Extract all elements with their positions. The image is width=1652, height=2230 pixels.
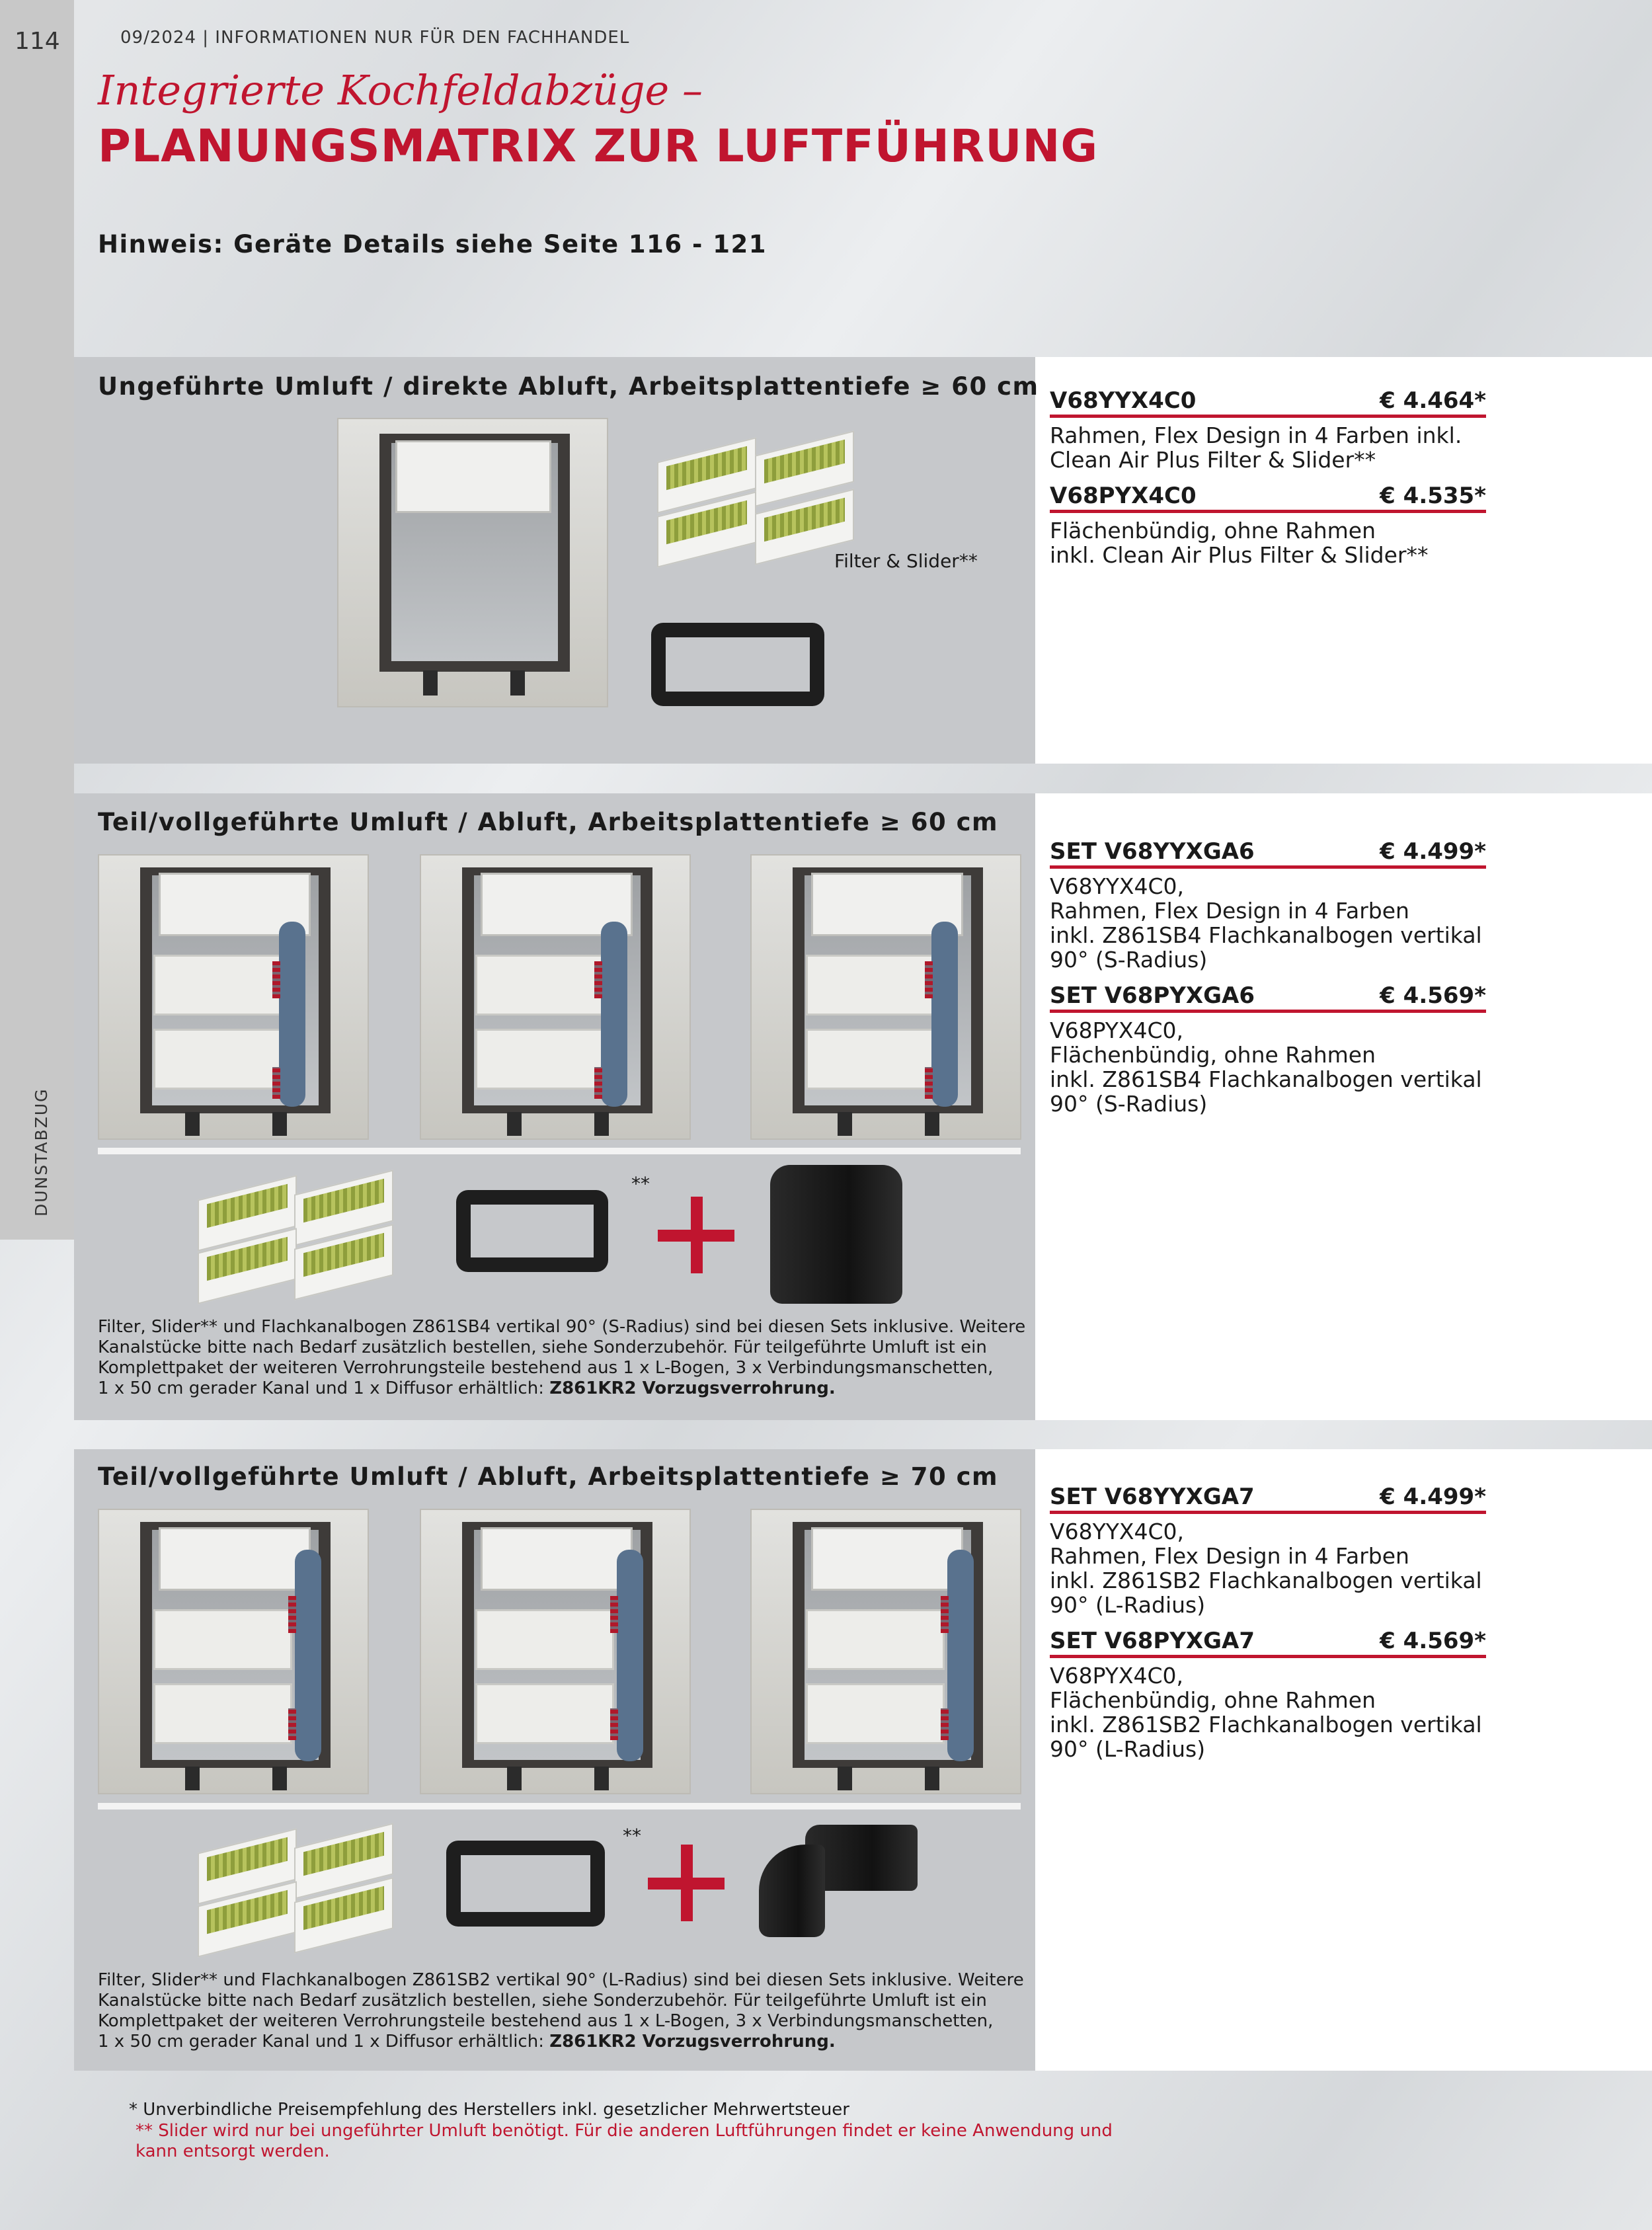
product-name: SET V68PYXGA7 xyxy=(1050,1628,1255,1654)
section-1-cabinet-image xyxy=(337,418,608,707)
product-desc-line: inkl. Z861SB2 Flachkanalbogen vertikal xyxy=(1050,1568,1482,1593)
cabinet-illustration-part xyxy=(925,1112,939,1136)
footnote-2 xyxy=(136,2121,1113,2162)
cabinet-illustration-part xyxy=(806,955,945,1015)
product-row xyxy=(1050,834,1486,869)
cabinet-illustration-part xyxy=(507,1112,522,1136)
cabinet-illustration-part xyxy=(272,1767,287,1790)
cabinet-illustration-part xyxy=(610,1596,618,1633)
product-desc-line: 90° (S-Radius) xyxy=(1050,947,1208,973)
product-desc-line: Flächenbündig, ohne Rahmen xyxy=(1050,1042,1376,1068)
section-1-title: Ungeführte Umluft / direkte Abluft, Arbeitsplattentiefe ≥ 60 cm xyxy=(98,372,1039,401)
product-desc-line: V68YYX4C0, xyxy=(1050,873,1185,899)
caption-line xyxy=(98,2032,1030,2052)
section-3-title: Teil/vollgeführte Umluft / Abluft, Arbeitsplattentiefe ≥ 70 cm xyxy=(98,1462,999,1491)
caption-line: Komplettpaket der weiteren Verrohrungsteile bestehend aus 1 x L-Bogen, 3 x Verbindungsmanschetten, xyxy=(98,2011,994,2031)
section-1-filter-label: Filter & Slider** xyxy=(834,550,978,572)
cabinet-illustration-part xyxy=(931,922,958,1107)
product-price: € 4.569* xyxy=(1380,982,1486,1009)
product-desc-line: inkl. Z861SB4 Flachkanalbogen vertikal xyxy=(1050,922,1482,948)
cabinet-illustration-part xyxy=(617,1550,643,1761)
cabinet-illustration-part xyxy=(481,1527,633,1591)
product-name: V68YYX4C0 xyxy=(1050,387,1197,414)
cabinet-illustration-part xyxy=(288,1596,296,1633)
product-desc-line: Flächenbündig, ohne Rahmen xyxy=(1050,518,1376,543)
cabinet-illustration-part xyxy=(941,1708,949,1740)
cabinet-illustration-part xyxy=(153,1029,292,1090)
section-2-cabinet-image-1 xyxy=(98,854,369,1140)
cabinet-illustration-part xyxy=(806,1609,945,1670)
cabinet-illustration-part xyxy=(475,1609,614,1670)
cabinet-illustration-part xyxy=(594,1112,609,1136)
product-name: V68PYX4C0 xyxy=(1050,483,1197,509)
section-3-cabinet-image-3 xyxy=(750,1509,1021,1794)
footnote-2-line: kann entsorgt werden. xyxy=(136,2141,330,2161)
cabinet-illustration-part xyxy=(838,1767,852,1790)
cabinet-illustration-part xyxy=(272,1112,287,1136)
cabinet-illustration-part xyxy=(288,1708,296,1740)
caption-bold: Z861KR2 Vorzugsverrohrung. xyxy=(549,1378,836,1398)
section-3-connector xyxy=(446,1831,611,1937)
product-row xyxy=(1050,479,1486,513)
cabinet-illustration-part xyxy=(594,961,602,998)
caption-line: Kanalstücke bitte nach Bedarf zusätzlich bestellen, siehe Sonderzubehör. Für teilgeführte Umluft ist ein xyxy=(98,1337,987,1357)
product-price: € 4.535* xyxy=(1380,483,1486,509)
product-desc-line: inkl. Z861SB4 Flachkanalbogen vertikal xyxy=(1050,1066,1482,1092)
product-row xyxy=(1050,1480,1486,1514)
product-desc-line: inkl. Z861SB2 Flachkanalbogen vertikal xyxy=(1050,1712,1482,1737)
cabinet-illustration-part xyxy=(475,1683,614,1744)
hint-text: Hinweis: Geräte Details siehe Seite 116 - 121 xyxy=(98,230,767,259)
section-2-asterisks: ** xyxy=(631,1173,650,1195)
section-2-connector xyxy=(456,1182,615,1281)
cabinet-illustration-part xyxy=(925,1767,939,1790)
cabinet-illustration-part xyxy=(806,1683,945,1744)
caption-bold: Z861KR2 Vorzugsverrohrung. xyxy=(549,2032,836,2051)
section-2-products xyxy=(1050,834,1486,1123)
cabinet-illustration-part xyxy=(594,1067,602,1099)
cabinet-illustration-part xyxy=(475,1029,614,1090)
caption-line: Kanalstücke bitte nach Bedarf zusätzlich bestellen, siehe Sonderzubehör. Für teilgeführte Umluft ist ein xyxy=(98,1991,987,2011)
cabinet-illustration-part xyxy=(279,922,305,1107)
caption-line xyxy=(98,1378,1030,1399)
section-3-filters xyxy=(195,1817,413,1956)
section-3-duct-elbow xyxy=(759,1825,918,1937)
footnote-2-line: ** Slider wird nur bei ungeführter Umluft benötigt. Für die anderen Luftführungen findet er keine Anwendung und xyxy=(136,2121,1113,2141)
cabinet-illustration-part xyxy=(610,1708,618,1740)
page-title-line2: PLANUNGSMATRIX ZUR LUFTFÜHRUNG xyxy=(98,120,1099,173)
cabinet-illustration-part xyxy=(925,961,933,998)
product-row xyxy=(1050,1624,1486,1658)
section-3-products xyxy=(1050,1480,1486,1768)
cabinet-illustration-part xyxy=(272,1067,280,1099)
section-1-products xyxy=(1050,383,1486,574)
cabinet-illustration-part xyxy=(947,1550,974,1761)
section-2-divider xyxy=(98,1148,1021,1154)
cabinet-illustration-part xyxy=(159,1527,311,1591)
product-name: SET V68YYXGA6 xyxy=(1050,838,1255,865)
section-3-caption xyxy=(98,1970,1030,2052)
side-strip xyxy=(0,0,74,1240)
product-desc-line: Clean Air Plus Filter & Slider** xyxy=(1050,447,1376,473)
product-row xyxy=(1050,978,1486,1013)
cabinet-illustration-part xyxy=(295,1550,321,1761)
product-description xyxy=(1050,1663,1486,1761)
product-desc-line: inkl. Clean Air Plus Filter & Slider** xyxy=(1050,542,1429,568)
footnote-1: * Unverbindliche Preisempfehlung des Herstellers inkl. gesetzlicher Mehrwertsteuer xyxy=(129,2100,849,2120)
caption-text: 1 x 50 cm gerader Kanal und 1 x Diffusor erhältlich: xyxy=(98,1378,550,1398)
section-2-plus-icon xyxy=(658,1197,737,1276)
page-number: 114 xyxy=(15,28,60,55)
section-2-cabinet-image-3 xyxy=(750,854,1021,1140)
product-description xyxy=(1050,1519,1486,1617)
section-3-divider xyxy=(98,1803,1021,1810)
cabinet-illustration-part xyxy=(811,1527,963,1591)
section-2-duct-elbow xyxy=(770,1165,902,1304)
caption-line: Filter, Slider** und Flachkanalbogen Z861SB2 vertikal 90° (L-Radius) sind bei diesen Sets inklusive. Weitere xyxy=(98,1970,1024,1990)
product-price: € 4.499* xyxy=(1380,1484,1486,1510)
page-title-line1: Integrierte Kochfeldabzüge – xyxy=(98,66,703,114)
product-row xyxy=(1050,383,1486,418)
cabinet-illustration-part xyxy=(185,1767,200,1790)
cabinet-illustration-part xyxy=(272,961,280,998)
cabinet-illustration-part xyxy=(153,1683,292,1744)
section-2-cabinet-image-2 xyxy=(420,854,691,1140)
side-label xyxy=(32,1088,58,1223)
product-desc-line: 90° (S-Radius) xyxy=(1050,1091,1208,1117)
product-price: € 4.464* xyxy=(1380,387,1486,414)
section-2-caption xyxy=(98,1317,1030,1399)
side-label-text: DUNSTABZUG xyxy=(32,1088,51,1216)
cabinet-illustration-part xyxy=(507,1767,522,1790)
product-desc-line: 90° (L-Radius) xyxy=(1050,1592,1206,1618)
product-description xyxy=(1050,423,1486,472)
section-1-connector xyxy=(651,608,830,714)
product-desc-line: V68PYX4C0, xyxy=(1050,1663,1184,1689)
product-desc-line: Rahmen, Flex Design in 4 Farben inkl. xyxy=(1050,422,1462,448)
product-price: € 4.499* xyxy=(1380,838,1486,865)
product-name: SET V68YYXGA7 xyxy=(1050,1484,1255,1510)
product-name: SET V68PYXGA6 xyxy=(1050,982,1255,1009)
section-2-title: Teil/vollgeführte Umluft / Abluft, Arbeitsplattentiefe ≥ 60 cm xyxy=(98,808,999,836)
caption-line: Filter, Slider** und Flachkanalbogen Z861SB4 vertikal 90° (S-Radius) sind bei diesen Sets inklusive. Weitere xyxy=(98,1317,1026,1337)
section-2-filters xyxy=(195,1164,413,1302)
cabinet-illustration-part xyxy=(806,1029,945,1090)
section-3-asterisks: ** xyxy=(623,1825,641,1847)
cabinet-illustration-part xyxy=(594,1767,609,1790)
cabinet-illustration-part xyxy=(941,1596,949,1633)
section-3-cabinet-image-1 xyxy=(98,1509,369,1794)
cabinet-illustration-part xyxy=(153,1609,292,1670)
product-price: € 4.569* xyxy=(1380,1628,1486,1654)
product-description xyxy=(1050,518,1486,567)
product-desc-line: Rahmen, Flex Design in 4 Farben xyxy=(1050,898,1409,924)
cabinet-illustration-part xyxy=(153,955,292,1015)
cabinet-illustration-part xyxy=(838,1112,852,1136)
cabinet-illustration-part xyxy=(475,955,614,1015)
caption-line: Komplettpaket der weiteren Verrohrungsteile bestehend aus 1 x L-Bogen, 3 x Verbindungsmanschetten, xyxy=(98,1358,994,1378)
caption-text: 1 x 50 cm gerader Kanal und 1 x Diffusor erhältlich: xyxy=(98,2032,550,2051)
product-desc-line: V68PYX4C0, xyxy=(1050,1017,1184,1043)
product-desc-line: V68YYX4C0, xyxy=(1050,1519,1185,1544)
product-desc-line: Flächenbündig, ohne Rahmen xyxy=(1050,1687,1376,1713)
section-3-plus-icon xyxy=(648,1845,727,1924)
cabinet-illustration-part xyxy=(925,1067,933,1099)
product-description xyxy=(1050,1018,1486,1116)
cabinet-illustration-part xyxy=(601,922,627,1107)
header-line: 09/2024 | INFORMATIONEN NUR FÜR DEN FACHHANDEL xyxy=(120,28,630,48)
cabinet-illustration-part xyxy=(185,1112,200,1136)
section-3-cabinet-image-2 xyxy=(420,1509,691,1794)
product-desc-line: Rahmen, Flex Design in 4 Farben xyxy=(1050,1543,1409,1569)
product-description xyxy=(1050,874,1486,972)
product-desc-line: 90° (L-Radius) xyxy=(1050,1736,1206,1762)
